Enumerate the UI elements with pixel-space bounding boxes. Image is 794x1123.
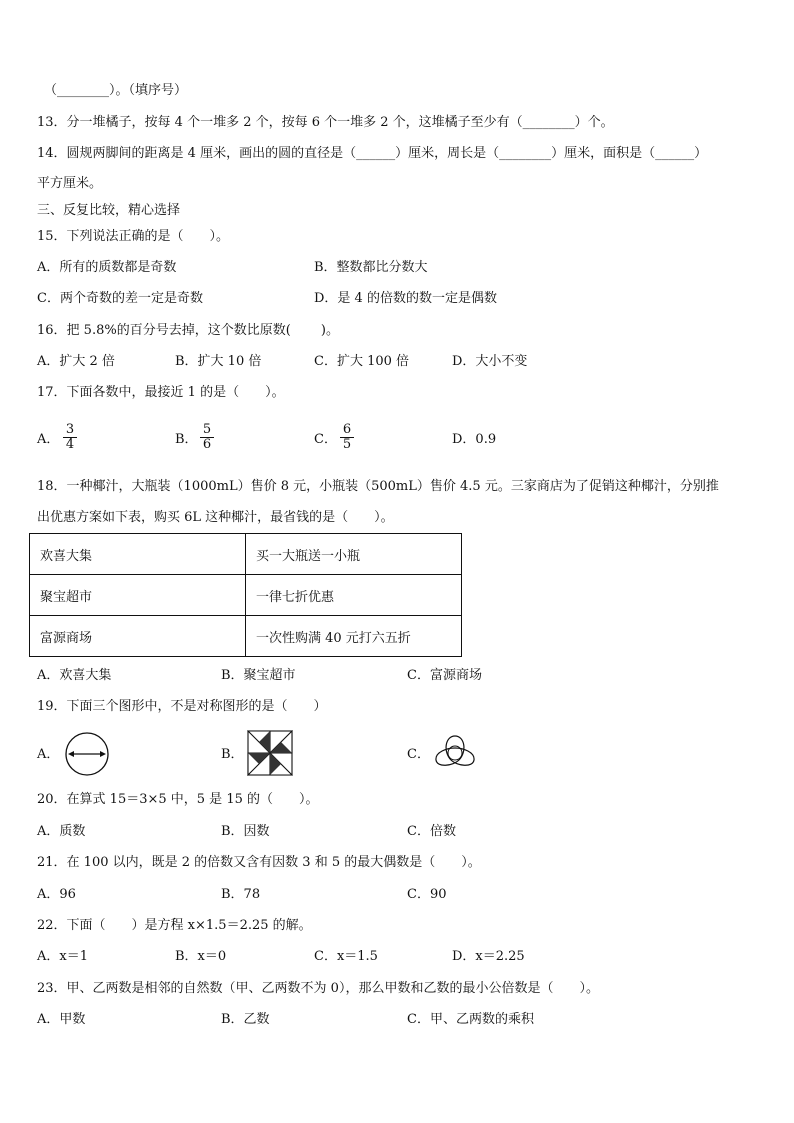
- section-heading: 三、反复比较，精心选择: [37, 203, 181, 218]
- trefoil-knot-figure: [431, 730, 479, 776]
- circle-arrow-figure: [61, 731, 113, 777]
- q16-stem: 16．把 5.8%的百分号去掉，这个数比原数( )。: [37, 323, 339, 338]
- q13-text: 13．分一堆橘子，按每 4 个一堆多 2 个，按每 6 个一堆多 2 个，这堆橘子至少有（________）个。: [37, 115, 614, 130]
- q15-stem: 15．下列说法正确的是（ ）。: [37, 229, 230, 244]
- q17-a-denominator: 4: [65, 437, 75, 452]
- q15-option-a: A．所有的质数都是奇数: [37, 260, 177, 275]
- promotion-cell: 一律七折优惠: [246, 575, 462, 616]
- table-row: [30, 534, 462, 575]
- q19-option-b-label: B．: [221, 747, 244, 762]
- q15-option-c: C．两个奇数的差一定是奇数: [37, 291, 203, 306]
- q20-option-a: A．质数: [37, 824, 86, 839]
- q16-option-c: C．扩大 100 倍: [314, 354, 410, 369]
- q20-option-c: C．倍数: [407, 824, 456, 839]
- q17-option-c-fraction: [340, 423, 354, 452]
- q19-option-c-label: C．: [407, 747, 430, 762]
- q16-option-d: D．大小不变: [452, 354, 528, 369]
- table-row: [30, 616, 462, 657]
- q18-option-a: A．欢喜大集: [37, 668, 112, 683]
- promotion-cell: 一次性购满 40 元打六五折: [246, 616, 462, 657]
- q23-option-c: C．甲、乙两数的乘积: [407, 1012, 534, 1027]
- q21-option-c: C．90: [407, 887, 447, 902]
- q23-option-a: A．甲数: [37, 1012, 86, 1027]
- q16-option-b: B．扩大 10 倍: [175, 354, 262, 369]
- q17-option-c-label: C．: [314, 432, 337, 447]
- q23-stem: 23．甲、乙两数是相邻的自然数（甲、乙两数不为 0），那么甲数和乙数的最小公倍数是（ ）。: [37, 981, 599, 996]
- q17-c-numerator: 6: [340, 423, 354, 438]
- q14-line1: 14．圆规两脚间的距离是 4 厘米，画出的圆的直径是（______）厘米，周长是（________）厘米，面积是（______）: [37, 146, 708, 161]
- q17-option-a-label: A．: [37, 432, 60, 447]
- q17-option-b-label: B．: [175, 432, 198, 447]
- q22-option-a: A．x＝1: [37, 949, 88, 964]
- q15-option-b: B．整数都比分数大: [314, 260, 428, 275]
- q17-option-b-fraction: [200, 423, 214, 452]
- q18-stem-line2: 出优惠方案如下表，购买 6L 这种椰汁，最省钱的是（ ）。: [37, 510, 394, 525]
- pinwheel-figure: [247, 730, 293, 776]
- q19-stem: 19．下面三个图形中，不是对称图形的是（ ）: [37, 699, 327, 714]
- q17-option-a-fraction: [63, 423, 77, 452]
- q21-option-a: A．96: [37, 887, 76, 902]
- q15-option-d: D．是 4 的倍数的数一定是偶数: [314, 291, 497, 306]
- q22-stem: 22．下面（ ）是方程 x×1.5＝2.25 的解。: [37, 918, 312, 933]
- table-row: [30, 575, 462, 616]
- q17-a-numerator: 3: [63, 423, 77, 438]
- q21-option-b: B．78: [221, 887, 261, 902]
- q18-option-b: B．聚宝超市: [221, 668, 296, 683]
- store-name-cell: 欢喜大集: [30, 534, 246, 575]
- store-name-cell: 富源商场: [30, 616, 246, 657]
- q18-stem-line1: 18．一种椰汁，大瓶装（1000mL）售价 8 元，小瓶装（500mL）售价 4.5 元。三家商店为了促销这种椰汁，分别推: [37, 479, 719, 494]
- q23-option-b: B．乙数: [221, 1012, 270, 1027]
- q17-stem: 17．下面各数中，最接近 1 的是（ ）。: [37, 385, 285, 400]
- q22-option-d: D．x＝2.25: [452, 949, 525, 964]
- q18-option-c: C．富源商场: [407, 668, 482, 683]
- q17-option-d: D．0.9: [452, 432, 497, 447]
- q14-line2: 平方厘米。: [37, 176, 103, 191]
- q17-c-denominator: 5: [342, 437, 352, 452]
- q20-stem: 20．在算式 15＝3×5 中，5 是 15 的（ ）。: [37, 792, 319, 807]
- q22-option-b: B．x＝0: [175, 949, 227, 964]
- q20-option-b: B．因数: [221, 824, 270, 839]
- q19-option-a-label: A．: [37, 747, 60, 762]
- q17-b-numerator: 5: [200, 423, 214, 438]
- promotion-cell: 买一大瓶送一小瓶: [246, 534, 462, 575]
- q21-stem: 21．在 100 以内，既是 2 的倍数又含有因数 3 和 5 的最大偶数是（ ）。: [37, 855, 481, 870]
- q16-option-a: A．扩大 2 倍: [37, 354, 115, 369]
- q22-option-c: C．x＝1.5: [314, 949, 378, 964]
- q17-b-denominator: 6: [202, 437, 212, 452]
- store-name-cell: 聚宝超市: [30, 575, 246, 616]
- q18-promotion-table: [29, 533, 462, 657]
- q12-tail: （________）。（填序号）: [44, 83, 188, 98]
